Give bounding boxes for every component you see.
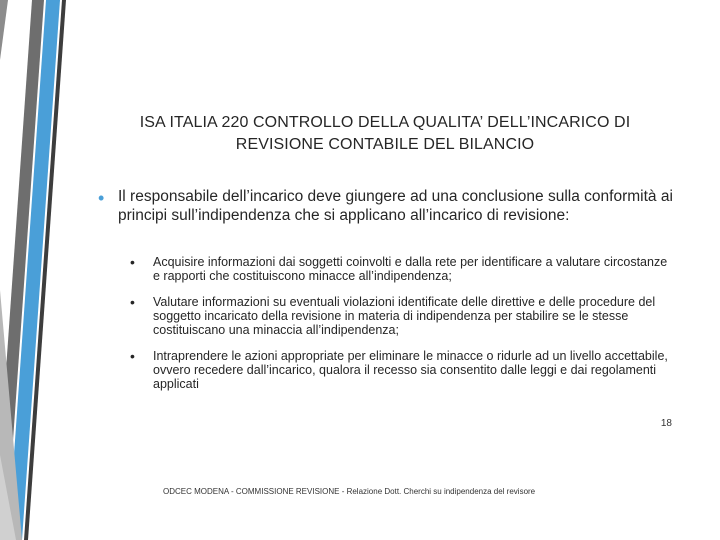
decorative-stripes <box>0 0 90 540</box>
bullet-dot-icon: • <box>130 348 135 364</box>
sub-bullet-text: Intraprendere le azioni appropriate per eliminare le minacce o ridurle ad un livello accettabile, ovvero recedere dall’incarico, qualora il recesso sia consentito dalle leggi e dai regolamenti applicati <box>153 349 668 391</box>
bullet-dot-icon: • <box>130 254 135 270</box>
sub-bullet-item <box>130 255 670 283</box>
page-number: 18 <box>660 418 672 429</box>
bullet-dot-icon: • <box>98 188 105 208</box>
sub-bullet-list <box>130 255 670 403</box>
main-bullet-text: Il responsabile dell’incarico deve giungere ad una conclusione sulla conformità ai principi sull’indipendenza che si applicano all’incarico di revisione: <box>118 188 673 224</box>
bullet-dot-icon: • <box>130 294 135 310</box>
footer-text: ODCEC MODENA - COMMISSIONE REVISIONE - Relazione Dott. Cherchi su indipendenza del revisore <box>163 487 536 496</box>
sub-bullet-text: Acquisire informazioni dai soggetti coinvolti e dalla rete per identificare a valutare circostanze e rapporti che costituiscono minacce all’indipendenza; <box>153 255 668 283</box>
main-bullet <box>98 187 678 225</box>
sub-bullet-item <box>130 295 670 337</box>
slide-title: ISA ITALIA 220 CONTROLLO DELLA QUALITA’ DELL’INCARICO DI REVISIONE CONTABILE DEL BILANCIO <box>139 114 631 153</box>
stripe-left-top <box>0 0 8 60</box>
sub-bullet-item <box>130 349 670 391</box>
sub-bullet-text: Valutare informazioni su eventuali violazioni identificate delle direttive e delle procedure del soggetto incaricato della revisione in materia di indipendenza per stabilire se le stesse costituiscano una minaccia all’indipendenza; <box>153 295 656 337</box>
